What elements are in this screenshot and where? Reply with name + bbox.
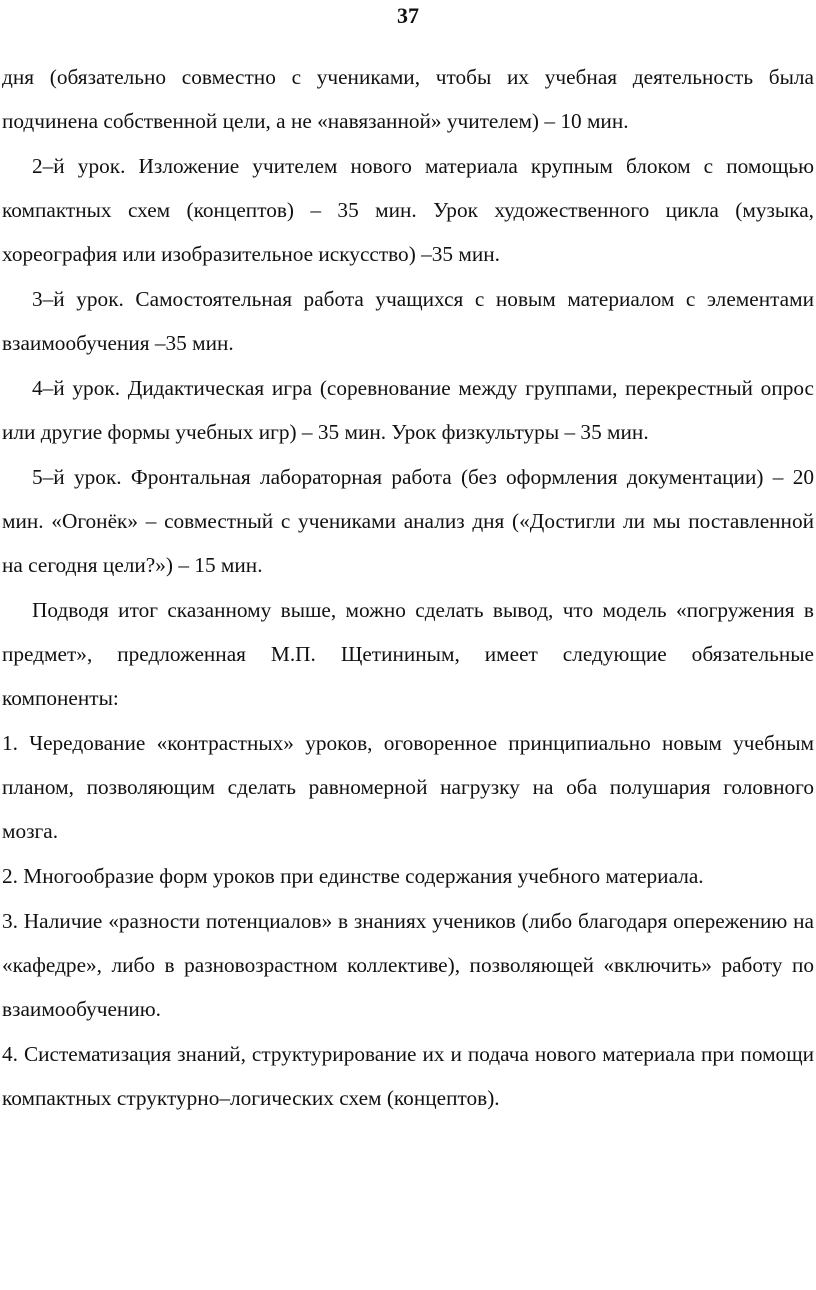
paragraph-lesson-5: 5–й урок. Фронтальная лабораторная работа (без оформления документации) – 20 мин. «Огонёк» – совместный с учениками анализ дня («Достигли ли мы поставленной на сегодня цели?») – 15 мин. [2,465,814,577]
paragraph-lesson-3: 3–й урок. Самостоятельная работа учащихся с новым материалом с элементами взаимообучения –35 мин. [2,287,814,355]
list-item-4: 4. Систематизация знаний, структурирование их и подача нового материала при помощи компактных структурно–логических схем (концептов). [2,1042,814,1110]
document-body [2,55,814,1121]
paragraph-lesson-4: 4–й урок. Дидактическая игра (соревнование между группами, перекрестный опрос или другие формы учебных игр) – 35 мин. Урок физкультуры – 35 мин. [2,376,814,444]
list-item-1: 1. Чередование «контрастных» уроков, оговоренное принципиально новым учебным планом, позволяющим сделать равномерной нагрузку на оба полушария головного мозга. [2,731,814,843]
list-item-3: 3. Наличие «разности потенциалов» в знаниях учеников (либо благодаря опережению на «кафедре», либо в разновозрастном коллективе), позволяющей «включить» работу по взаимообучению. [2,909,814,1021]
paragraph-lesson-2: 2–й урок. Изложение учителем нового материала крупным блоком с помощью компактных схем (концептов) – 35 мин. Урок художественного цикла (музыка, хореография или изобразительное искусство) –35 мин. [2,154,814,266]
paragraph-summary: Подводя итог сказанному выше, можно сделать вывод, что модель «погружения в предмет», предложенная М.П. Щетининым, имеет следующие обязательные компоненты: [2,598,814,710]
list-item-2: 2. Многообразие форм уроков при единстве содержания учебного материала. [2,864,704,888]
paragraph-continuation: дня (обязательно совместно с учениками, чтобы их учебная деятельность была подчинена собственной цели, а не «навязанной» учителем) – 10 мин. [2,65,814,133]
page-number: 37 [397,3,419,28]
